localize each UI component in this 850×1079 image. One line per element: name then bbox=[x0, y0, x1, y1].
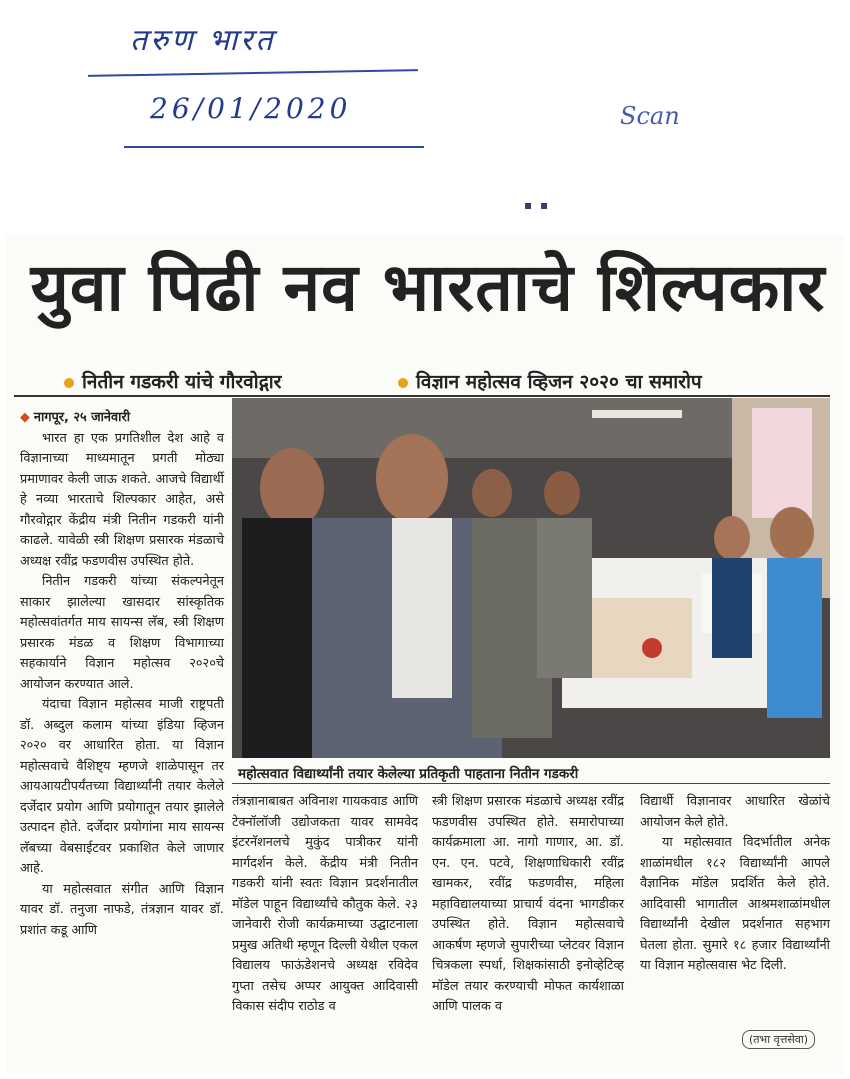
handwritten-publication-name: तरुण भारत bbox=[130, 23, 276, 58]
photo-caption: महोत्सवात विद्यार्थ्यांनी तयार केलेल्या प्रतिकृती पाहताना नितीन गडकरी bbox=[238, 766, 579, 782]
bullet-icon bbox=[398, 378, 408, 388]
article-column-2 bbox=[232, 792, 418, 1018]
handwritten-scan-note: Scan bbox=[620, 102, 680, 130]
news-photo bbox=[232, 398, 830, 758]
caption-rule bbox=[232, 783, 830, 784]
dateline: नागपूर, २५ जानेवारी bbox=[33, 410, 131, 425]
paragraph: विद्यार्थी विज्ञानावर आधारित खेळांचे आयोजन केले होते. bbox=[640, 794, 830, 830]
paragraph: यंदाचा विज्ञान महोत्सव माजी राष्ट्रपती डॉ. अब्दुल कलाम यांच्या इंडिया व्हिजन २०२० वर आधारित होता. या विज्ञान महोत्सवाचे वैशिष्ट्य म्हणजे शाळेपासून तर आयआयटीपर्यंतच्या विद्यार्थ्यांनी तयार केलेले दर्जेदार प्रयोग आणि प्रयोगातून तयार झालेले उत्पादन होते. दर्जेदार प्रयोगांना माय सायन्स लॅबच्या वेबसाईटवर प्रकाशित केले जाणार आहे. bbox=[20, 697, 224, 876]
dateline-bullet-icon: ◆ bbox=[20, 410, 34, 425]
paragraph: स्त्री शिक्षण प्रसारक मंडळाचे अध्यक्ष रवींद्र फडणवीस उपस्थित होते. समारोपाच्या कार्यक्रमाला आ. नागो गाणार, आ. डॉ. एन. एन. पटवे, शिक्षणाधिकारी रवींद्र खामकर, रवींद्र फडणवीस, महिला महाविद्यालयाच्या प्राचार्य वंदना भागडीकर उपस्थित होते. विज्ञान महोत्सवाचे आकर्षण म्हणजे सुपारीच्या प्लेटवर विज्ञान चित्रकला स्पर्धा, शिक्षकांसाठी इनोव्हेटिव्ह मॉडेल तयार करण्याची मोफत कार्यशाळा आणि पालक व bbox=[432, 794, 624, 1014]
clipping-edge-mark: ▪ ▪ bbox=[524, 198, 551, 212]
paragraph: नितीन गडकरी यांच्या संकल्पनेतून साकार झालेल्या खासदार सांस्कृतिक महोत्सवांतर्गत माय सायन्स लॅब, स्त्री शिक्षण प्रसारक मंडळ व शिक्षण विभागाच्या सहकार्याने विज्ञान महोत्सव २०२०चे आयोजन करण्यात आले. bbox=[20, 574, 224, 692]
photo-illustration bbox=[232, 398, 830, 758]
bullet-icon bbox=[64, 378, 74, 388]
handwritten-underline bbox=[88, 69, 418, 77]
paragraph: या महोत्सवात विदर्भातील अनेक शाळांमधील १८२ विद्यार्थ्यांनी आपले वैज्ञानिक मॉडेल प्रदर्शित केले होते. आदिवासी भागातील आश्रमशाळांमधील विद्यार्थ्यांनी देखील प्रदर्शनात सहभाग घेतला होता. सुमारे १८ हजार विद्यार्थ्यांनी या विज्ञान महोत्सवास भेट दिली. bbox=[640, 835, 830, 973]
handwritten-underline bbox=[124, 146, 424, 148]
article-column-4 bbox=[640, 792, 830, 977]
subhead-rule bbox=[14, 395, 830, 397]
subhead-1: नितीन गडकरी यांचे गौरवोद्गार bbox=[64, 368, 281, 394]
byline: (तभा वृत्तसेवा) bbox=[742, 1030, 815, 1049]
headline: युवा पिढी नव भारताचे शिल्पकार bbox=[30, 249, 826, 326]
subhead-2: विज्ञान महोत्सव व्हिजन २०२० चा समारोप bbox=[398, 368, 702, 394]
paragraph: भारत हा एक प्रगतिशील देश आहे व विज्ञानाच्या माध्यमातून प्रगती मोठ्या प्रमाणावर केली जाऊ शकते. आजचे विद्यार्थी हे नव्या भारताचे शिल्पकार आहेत, असे गौरवोद्गार केंद्रीय मंत्री नितीन गडकरी यांनी काढले. यावेळी स्त्री शिक्षण प्रसारक मंडळाचे अध्यक्ष रवींद्र फडणवीस उपस्थित होते. bbox=[20, 430, 224, 569]
article-column-3 bbox=[432, 792, 624, 1018]
handwritten-date: 26/01/2020 bbox=[150, 92, 352, 125]
paragraph: तंत्रज्ञानाबाबत अविनाश गायकवाड आणि टेक्नॉलॉजी उद्योजकता यावर सामवेद इंटरनॅशनलचे मुकुंद पात्रीकर यांनी मार्गदर्शन केले. केंद्रीय मंत्री नितीन गडकरी यांनी स्वतः विज्ञान प्रदर्शनातील मॉडेल पाहून विद्यार्थ्यांचे कौतुक केले. २३ जानेवारी रोजी कार्यक्रमाच्या उद्घाटनाला प्रमुख अतिथी म्हणून दिल्ली येथील एकल विद्यालय फाऊंडेशनचे अध्यक्ष रविदेव गुप्ता तसेच अप्पर आयुक्त आदिवासी विकास संदीप राठोड व bbox=[232, 794, 418, 1014]
paragraph: या महोत्सवात संगीत आणि विज्ञान यावर डॉ. तनुजा नाफडे, तंत्रज्ञान यावर डॉ. प्रशांत कडू आणि bbox=[20, 881, 224, 938]
article-column-1 bbox=[20, 408, 224, 941]
